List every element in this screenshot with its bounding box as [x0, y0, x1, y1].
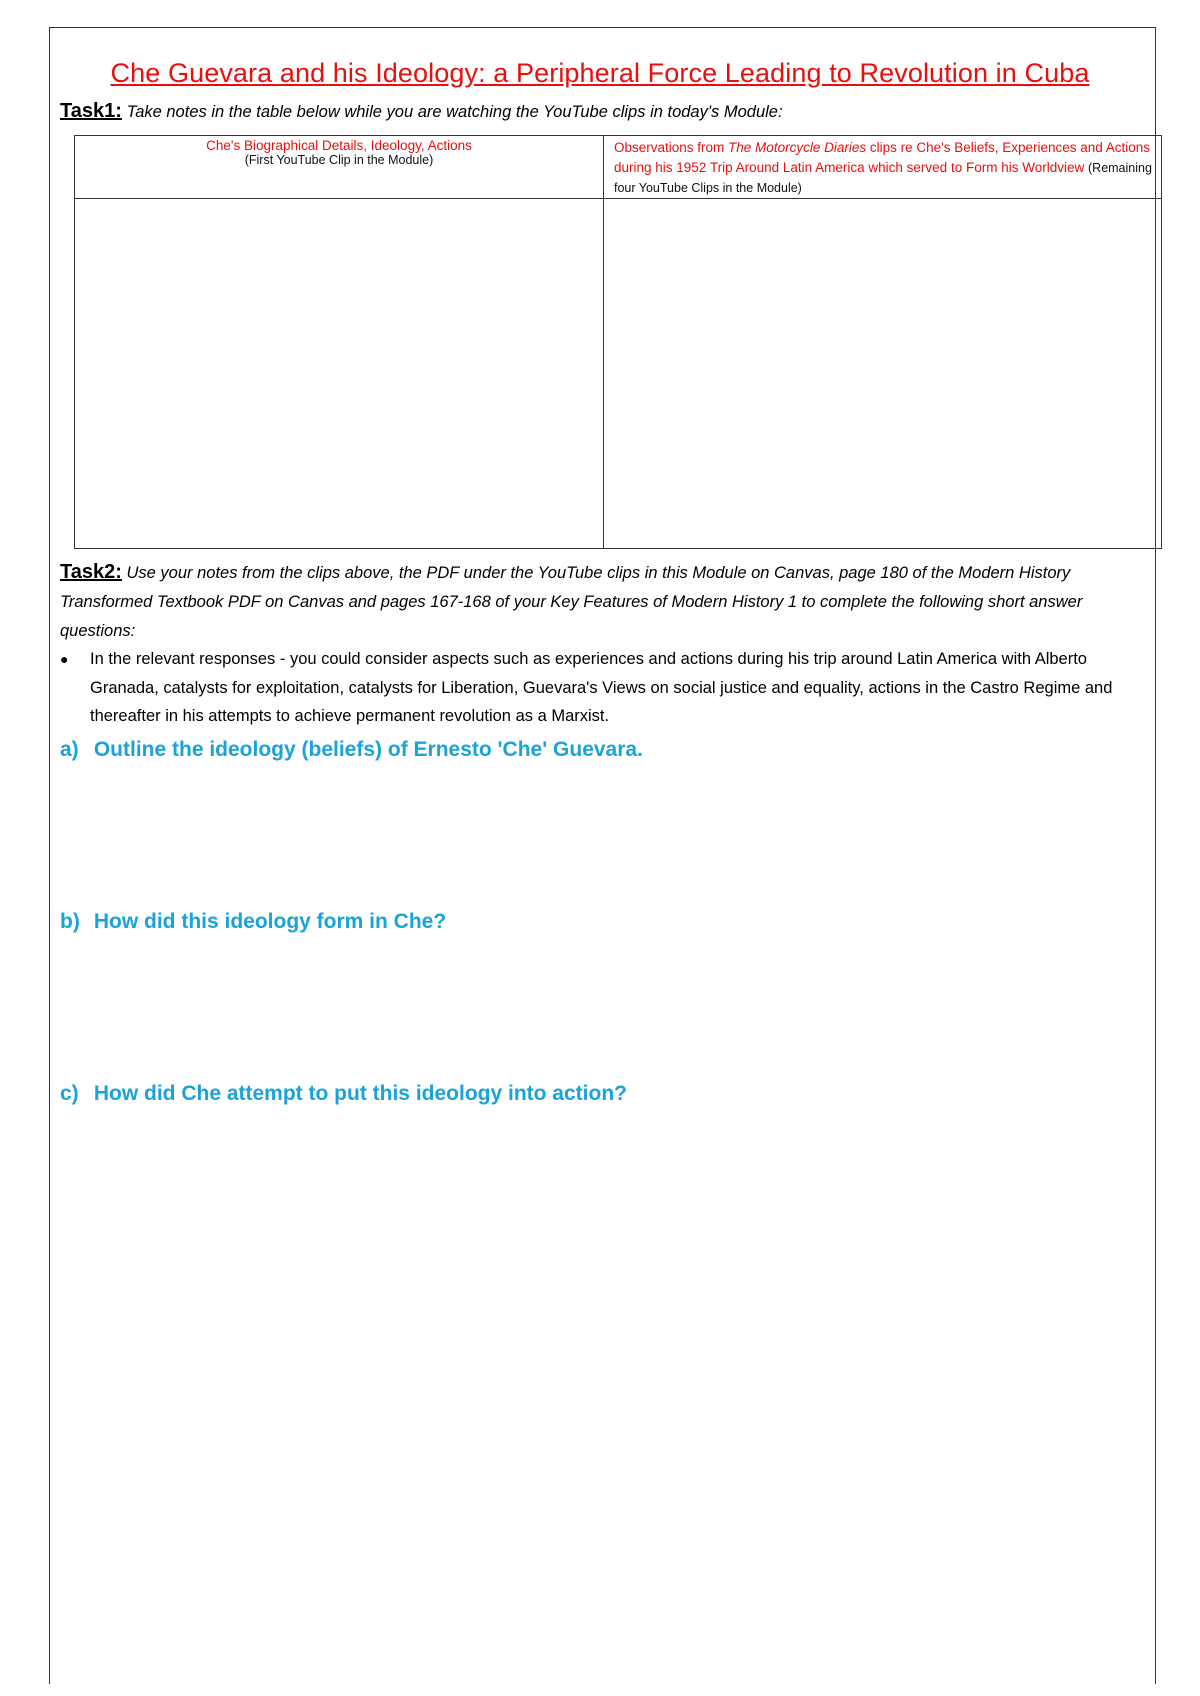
notes-col1-header [75, 136, 604, 199]
notes-table [74, 135, 1162, 549]
question-a-letter: a) [60, 738, 79, 761]
question-a [60, 738, 643, 762]
task2-label: Task2: [60, 561, 122, 583]
bullet-icon: ● [60, 651, 69, 667]
notes-col2-cell[interactable] [604, 199, 1162, 549]
question-b-letter: b) [60, 910, 80, 933]
notes-col2-subheading: (Remaining four YouTube Clips in the Module) [614, 161, 1152, 195]
question-c-letter: c) [60, 1082, 79, 1105]
task2-bullet-text: In the relevant responses - you could consider aspects such as experiences and actions during his trip around Latin America with Alberto Granada, catalysts for exploitation, catalysts for Liberation, Guevara's Views on social justice and equality, actions in the Castro Regime and thereafter in his attempts to achieve permanent revolution as a Marxist. [90, 650, 1113, 725]
task2-bullet [60, 645, 1130, 731]
document-title: Che Guevara and his Ideology: a Peripheral Force Leading to Revolution in Cuba [110, 58, 1090, 88]
task1-line [60, 100, 783, 123]
question-c-text: How did Che attempt to put this ideology into action? [93, 1082, 627, 1105]
question-b [60, 910, 446, 934]
task1-label: Task1: [60, 100, 122, 122]
notes-col1-subheading: (First YouTube Clip in the Module) [244, 153, 434, 167]
notes-col1-cell[interactable] [75, 199, 604, 549]
notes-col2-heading-post: clips re Che's Beliefs, Experiences and Actions during his 1952 Trip Around Latin America which served to Form his Worldview [614, 140, 1151, 175]
notes-col2-heading-italic: The Motorcycle Diaries [728, 140, 867, 155]
question-b-text: How did this ideology form in Che? [93, 910, 447, 933]
notes-table-body-row [75, 199, 1162, 549]
notes-col2-header [604, 136, 1162, 199]
task2-block [60, 558, 1130, 646]
task1-instruction: Take notes in the table below while you are watching the YouTube clips in today's Module: [126, 103, 783, 121]
question-a-text: Outline the ideology (beliefs) of Ernesto 'Che' Guevara. [93, 738, 643, 761]
notes-table-header-row [75, 136, 1162, 199]
notes-col1-heading: Che's Biographical Details, Ideology, Actions [206, 138, 472, 153]
task2-instruction: Use your notes from the clips above, the PDF under the YouTube clips in this Module on Canvas, page 180 of the Modern History Transformed Textbook PDF on Canvas and pages 167-168 of your Key Features of Modern History 1 to complete the following short answer questions: [60, 564, 1083, 640]
notes-col2-heading-pre: Observations from [614, 140, 729, 155]
question-c [60, 1082, 627, 1106]
